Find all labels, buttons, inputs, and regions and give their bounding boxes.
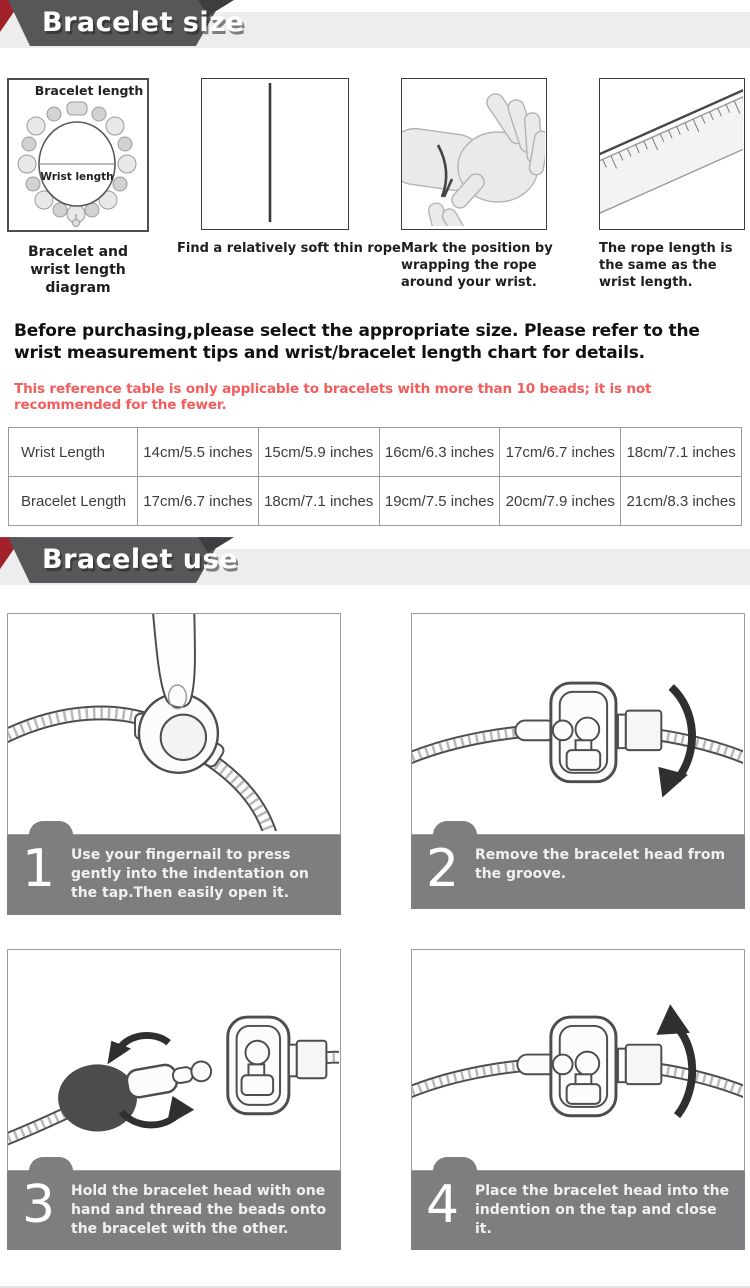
bracelet-length-label: Bracelet length bbox=[34, 83, 144, 98]
open-clasp bbox=[228, 1017, 327, 1114]
bracelet-size-banner bbox=[0, 0, 750, 48]
figure-caption: Mark the position by wrapping the rope around your wrist. bbox=[401, 241, 553, 290]
step-1-illustration bbox=[7, 613, 341, 835]
rope-illustration bbox=[202, 79, 347, 226]
hand-shapes bbox=[402, 91, 545, 226]
step-panel-3 bbox=[7, 949, 341, 1251]
step-panel-1 bbox=[7, 613, 341, 915]
step-1-caption-bar bbox=[7, 835, 341, 915]
bracelet-diagram-image bbox=[7, 78, 149, 232]
step-caption: Use your fingernail to press gently into the indentation on the tap.Then easily open it. bbox=[71, 847, 309, 901]
figure-caption: Find a relatively soft thin rope bbox=[177, 241, 401, 256]
thread-beads-illustration bbox=[8, 950, 339, 1167]
measuring-figures bbox=[0, 48, 750, 298]
size-cell: 19cm/7.5 inches bbox=[379, 477, 500, 526]
size-cell: 17cm/6.7 inches bbox=[500, 428, 621, 477]
step-4-caption-bar bbox=[411, 1171, 745, 1251]
bracelet-use-banner bbox=[0, 537, 750, 585]
ruler-shapes bbox=[600, 79, 743, 222]
figure-caption: The rope length is the same as the wrist length. bbox=[599, 241, 733, 290]
row-header-cell: Wrist Length bbox=[9, 428, 138, 477]
step-caption: Remove the bracelet head from the groove. bbox=[475, 847, 726, 882]
rope-left bbox=[8, 713, 155, 738]
step-number: 3 bbox=[22, 1174, 56, 1235]
step-panel-2 bbox=[411, 613, 745, 915]
figure-ruler bbox=[599, 78, 745, 298]
open-clasp bbox=[517, 1017, 661, 1116]
size-cell: 18cm/7.1 inches bbox=[621, 428, 742, 477]
size-cell: 17cm/6.7 inches bbox=[138, 477, 259, 526]
table-row-bracelet bbox=[9, 477, 742, 526]
hand-illustration bbox=[402, 79, 545, 226]
remove-head-illustration bbox=[412, 614, 743, 831]
dark-bead bbox=[58, 1064, 137, 1131]
step-2-illustration bbox=[411, 613, 745, 835]
ruler-image bbox=[599, 78, 745, 230]
step-4-illustration bbox=[411, 949, 745, 1171]
wrist-length-label: Wrist length bbox=[40, 171, 114, 183]
rotate-arrow-icon-top bbox=[107, 1035, 168, 1064]
step-caption: Hold the bracelet head with one hand and thread the beads onto the bracelet with the other. bbox=[71, 1182, 327, 1237]
size-cell: 21cm/8.3 inches bbox=[621, 477, 742, 526]
size-warning-text: This reference table is only applicable to bracelets with more than 10 beads; it is not recommended for the fewer. bbox=[14, 381, 652, 414]
bracelet-pin bbox=[125, 1057, 213, 1099]
rope-image bbox=[201, 78, 349, 230]
step-2-caption-bar bbox=[411, 835, 745, 909]
wrist-wrap-image bbox=[401, 78, 547, 230]
row-header-cell: Bracelet Length bbox=[9, 477, 138, 526]
step-caption: Place the bracelet head into the indention on the tap and close it. bbox=[475, 1182, 730, 1237]
step-3-illustration bbox=[7, 949, 341, 1171]
section-title-size: Bracelet size bbox=[42, 7, 245, 38]
size-cell: 20cm/7.9 inches bbox=[500, 477, 621, 526]
figure-wrist-wrap bbox=[401, 78, 553, 298]
size-cell: 15cm/5.9 inches bbox=[258, 428, 379, 477]
ruler-illustration bbox=[600, 79, 743, 226]
bracelet-illustration bbox=[9, 80, 147, 227]
open-clasp bbox=[515, 683, 661, 782]
step-number: 1 bbox=[22, 839, 56, 900]
figure-rope bbox=[177, 78, 401, 298]
use-step-panels bbox=[0, 585, 750, 1284]
section-title-use: Bracelet use bbox=[42, 544, 238, 576]
step-number: 4 bbox=[426, 1174, 460, 1235]
size-cell: 14cm/5.5 inches bbox=[138, 428, 259, 477]
step-number: 2 bbox=[426, 839, 460, 900]
press-clasp-illustration bbox=[8, 614, 339, 831]
size-cell: 16cm/6.3 inches bbox=[379, 428, 500, 477]
table-row-wrist bbox=[9, 428, 742, 477]
figure-bracelet-diagram bbox=[7, 78, 149, 298]
size-intro-text: Before purchasing,please select the appropriate size. Please refer to the wrist measurement tips and wrist/bracelet length chart for details. bbox=[14, 320, 700, 364]
close-head-illustration bbox=[412, 950, 743, 1167]
step-3-caption-bar bbox=[7, 1171, 341, 1251]
figure-caption: Bracelet and wrist length diagram bbox=[27, 244, 129, 297]
size-table bbox=[8, 427, 742, 526]
size-cell: 18cm/7.1 inches bbox=[258, 477, 379, 526]
step-panel-4 bbox=[411, 949, 745, 1251]
pressing-finger bbox=[153, 614, 195, 709]
